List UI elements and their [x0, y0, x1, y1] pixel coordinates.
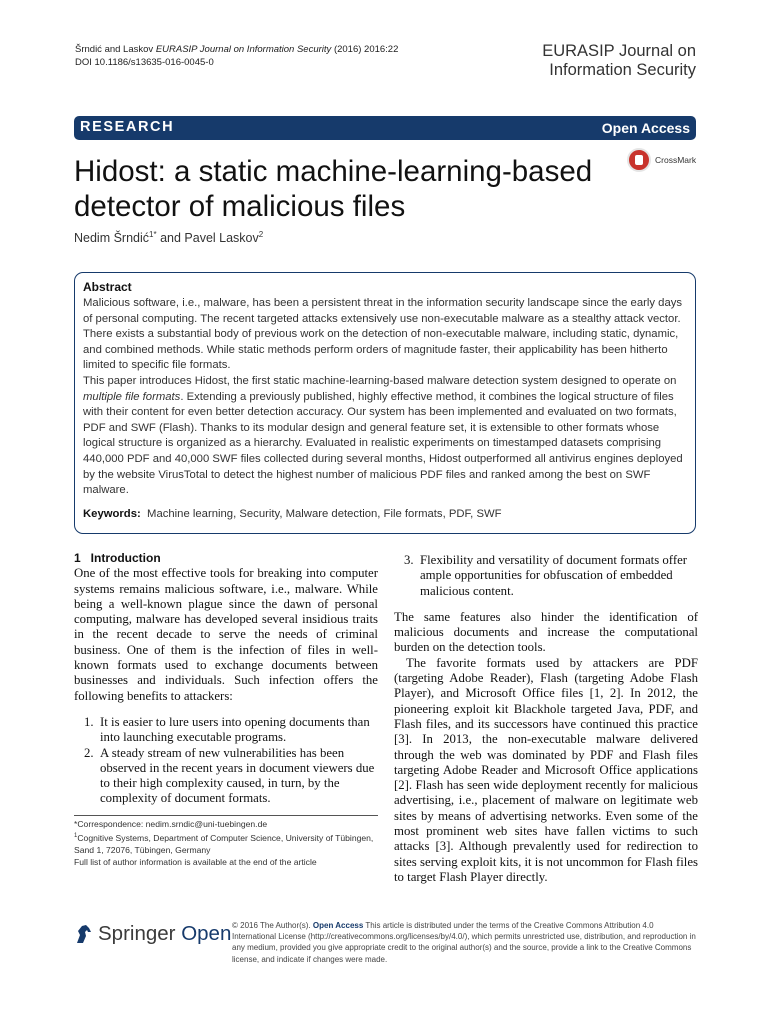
author-1: Nedim Šrndić	[74, 231, 150, 246]
benefits-list-continued	[394, 553, 698, 599]
journal-name-line2: Information Security	[549, 61, 696, 79]
abstract-paragraph-1: Malicious software, i.e., malware, has been a persistent threat in the information security landscape since the early days of personal computing. The recent targeted attacks extensively use non-executable malware as a stealthy attack vector. There exists a substantial body of previous work on the detection of non-executable malware, including static, dynamic, and combined methods. While static methods perform orders of magnitude faster, their applicability has been hitherto limited to specific file formats.	[83, 297, 683, 372]
crossmark-label: CrossMark	[655, 155, 697, 165]
list-item	[74, 715, 378, 746]
abstract-paragraph-2	[83, 374, 687, 499]
header-doi: DOI 10.1186/s13635-016-0045-0	[75, 57, 214, 68]
publisher-wordmark	[98, 922, 231, 946]
left-column	[74, 551, 378, 807]
journal-name	[542, 42, 696, 80]
author-list	[74, 230, 263, 245]
header-volume: (2016) 2016:22	[333, 44, 399, 55]
license-text: This article is distributed under the terms of the Creative Commons Attribution 4.0 International License (http://creativecommons.org/licenses/by/4.0/), which permits unrestricted use, distribution, and reproduction in any medium, provided you give appropriate credit to the original author(s) and the source, provide a link to the Creative Commons license, and indicate if changes were made.	[232, 921, 696, 964]
intro-paragraph-1: One of the most effective tools for breaking into computer systems remains malicious software, i.e., malware. While being a well-known plague since the dawn of personal computing, malware has developed several insidious traits in the recent decade to serve the needs of criminal business. One of them is the infection of files in well-known formats used to exchange documents between businesses and individuals. Such infection offers the following benefits to attackers:	[74, 566, 378, 703]
journal-name-line1: EURASIP Journal on	[542, 42, 696, 60]
publisher-word-open: Open	[181, 922, 232, 945]
affiliation-text: Cognitive Systems, Department of Computer Science, University of Tübingen, Sand 1, 72076, Tübingen, Germany	[74, 832, 374, 855]
running-header	[75, 43, 398, 69]
list-item	[394, 553, 698, 599]
intro-paragraph-3: The favorite formats used by attackers are PDF (targeting Adobe Reader), Flash (targeting Adobe Flash Player), and Microsoft Office files [1, 2]. In 2012, the pioneering exploit kit Blackhole targeted Java, PDF, and Flash files, and its successors have continued this practice [3]. In 2013, the non-executable malware delivered through the web was dominated by PDF and Flash files targeting Adobe Reader and Microsoft Office applications [2]. Flash has seen wide deployment recently for malicious advertising, i.e., placement of malware on legitimate web sites by means of advertising networks. Even some of the most prominent web sites have fallen victims to such attacks [3]. Although prevalently used for redirection to sites serving exploit kits, it is not uncommon for Flash files to target Flash Player directly.	[394, 655, 698, 884]
section-heading-introduction: 1 Introduction	[74, 551, 161, 565]
article-title	[74, 154, 614, 224]
open-access-label: Open Access	[601, 120, 690, 136]
header-journal: EURASIP Journal on Information Security	[155, 44, 332, 55]
full-list-note: Full list of author information is available at the end of the article	[74, 856, 317, 867]
license-open-access: Open Access	[312, 921, 364, 930]
springer-horse-icon	[74, 923, 94, 945]
affiliation-marker: 1	[74, 833, 78, 839]
title-line-1: Hidost: a static machine-learning-based	[74, 155, 593, 188]
author-connector: and	[156, 231, 185, 246]
intro-paragraph-2: The same features also hinder the identification of malicious documents and increase the computational burden on the detection tools.	[394, 609, 698, 655]
license-copyright: © 2016 The Author(s).	[232, 921, 313, 930]
correspondence-note: *Correspondence: nedim.srndic@uni-tuebingen.de	[74, 819, 268, 829]
affiliation-note	[74, 830, 378, 856]
list-item-text: It is easier to lure users into opening documents than into launching executable programs.	[100, 714, 370, 745]
benefits-list	[74, 715, 378, 807]
keywords-list: Machine learning, Security, Malware detection, File formats, PDF, SWF	[147, 507, 502, 520]
keywords-label: Keywords:	[83, 507, 141, 520]
article-type-banner	[74, 116, 696, 140]
author-2: Pavel Laskov	[184, 231, 259, 246]
list-item-number: 3.	[404, 553, 414, 567]
abstract-box	[74, 272, 696, 534]
list-item-number: 1.	[84, 714, 94, 729]
keywords	[83, 507, 687, 523]
list-item-text: A steady stream of new vulnerabilities has been observed in the recent years in document viewers due to their high complexity caused, in turn, by the complexity of document formats.	[100, 745, 375, 806]
citation-line	[75, 43, 398, 56]
header-authors: Šrndić and Laskov	[75, 44, 154, 55]
list-item	[74, 746, 378, 807]
article-type-label: RESEARCH	[80, 119, 175, 135]
list-item-number: 2.	[84, 745, 94, 760]
footnotes	[74, 815, 378, 868]
right-column	[394, 553, 698, 885]
license-statement	[232, 920, 698, 965]
abstract-p2-end: . Extending a previously published, highly effective method, it combines the logical structure of files with their content for even better detection accuracy. Our system has been implemented and evaluated on two formats, PDF and SWF (Flash). Thanks to its modular design and general feature set, it is extensible to other formats whose logical structure is organized as a hierarchy. Evaluated in realistic experiments on timestamped datasets comprising 440,000 PDF and 40,000 SWF files collected during several months, Hidost outperformed all antivirus engines deployed by the website VirusTotal to detect the highest number of malicious PDF files and ranked among the best on SWF malware.	[83, 390, 683, 497]
list-item-text: Flexibility and versatility of document formats offer ample opportunities for obfuscation of embedded malicious content.	[420, 553, 688, 598]
title-line-2: detector of malicious files	[74, 190, 406, 223]
author-2-affiliation: 2	[258, 230, 264, 239]
abstract-p2-start: This paper introduces Hidost, the first static machine-learning-based malware detection system designed to operate on	[83, 374, 677, 387]
crossmark-icon	[627, 148, 651, 172]
publisher-word-springer: Springer	[98, 922, 176, 945]
abstract-p2-emphasis: multiple file formats	[83, 390, 181, 403]
author-1-affiliation: 1*	[149, 230, 157, 239]
abstract-heading: Abstract	[83, 280, 132, 294]
